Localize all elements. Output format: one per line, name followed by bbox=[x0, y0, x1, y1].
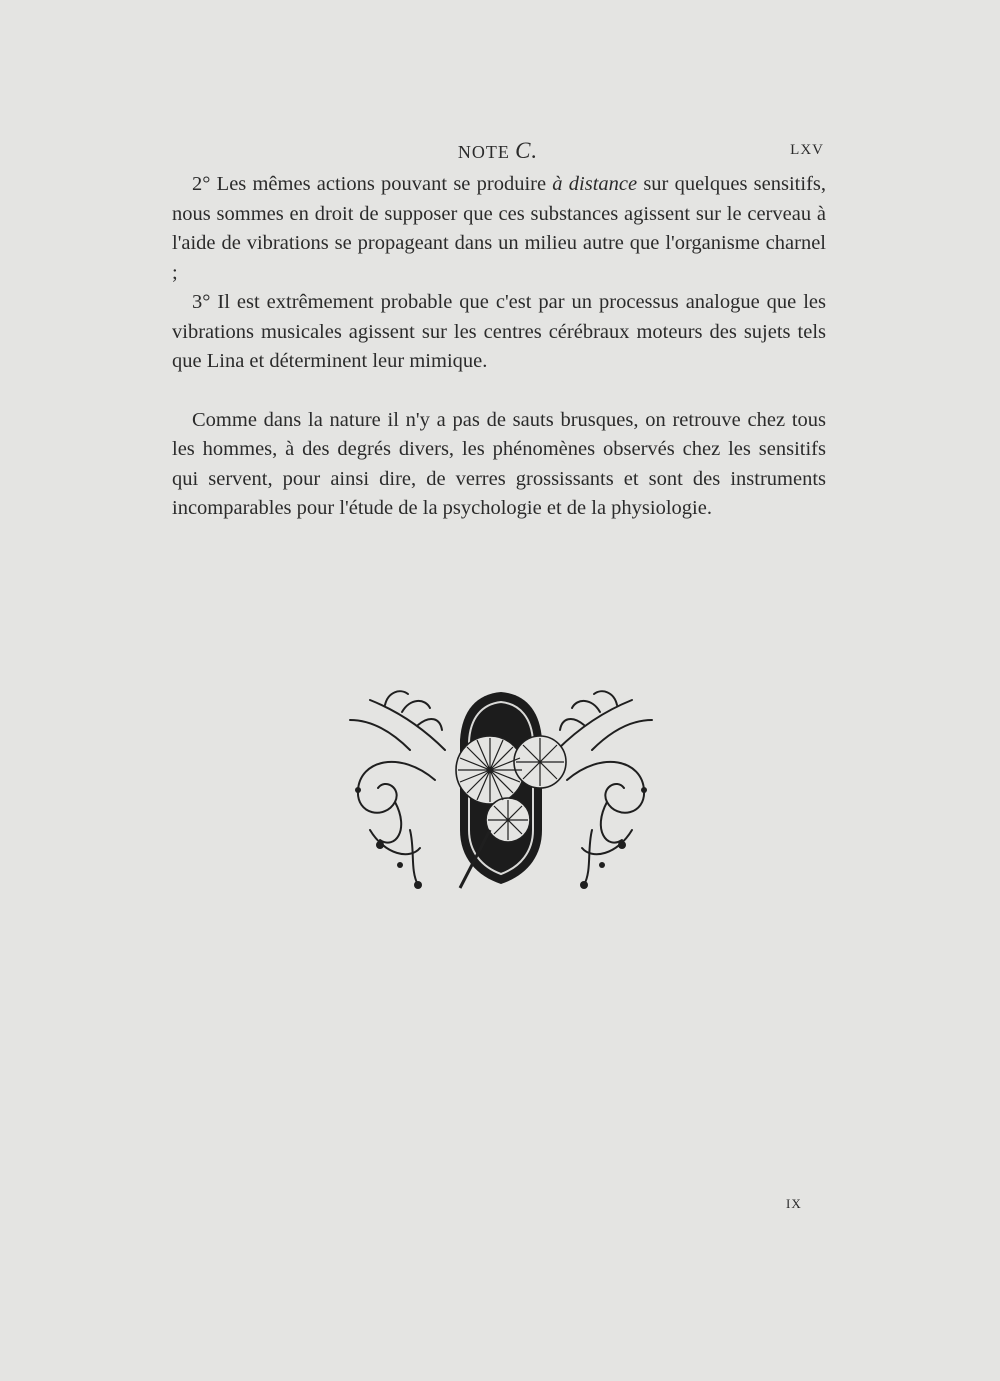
note-letter: C. bbox=[515, 138, 539, 163]
signature-mark: IX bbox=[786, 1196, 802, 1211]
paragraph-text: sur quelques sensitifs, nous sommes en droit de supposer que ces substances agissent sur le cerveau à l'aide de vibrations se propageant dans un milieu autre que l'organisme charnel ; bbox=[172, 173, 827, 284]
running-head bbox=[172, 138, 824, 168]
paragraph-point-2 bbox=[172, 170, 826, 288]
note-label: NOTE bbox=[457, 142, 510, 162]
paragraph-conclusion: Comme dans la nature il n'y a pas de sauts brusques, on retrouve chez tous les hommes, à des degrés divers, les phénomènes observés chez les sensitifs qui servent, pour ainsi dire, de verres grossissants et sont des instruments incomparables pour l'étude de la psychologie et de la physiologie. bbox=[172, 408, 826, 519]
italic-phrase: à distance bbox=[552, 173, 638, 195]
running-title bbox=[172, 138, 824, 164]
body-text bbox=[172, 170, 826, 524]
paragraph-point-3: 3° Il est extrêmement probable que c'est par un processus analogue que les vibrations musicales agissent sur les centres cérébraux moteurs des sujets tels que Lina et déterminent leur mimique. bbox=[172, 291, 826, 372]
floral-vignette-icon bbox=[340, 680, 662, 892]
page-number: LXV bbox=[790, 142, 824, 158]
paragraph-text: 2° Les mêmes actions pouvant se produire bbox=[192, 173, 553, 195]
